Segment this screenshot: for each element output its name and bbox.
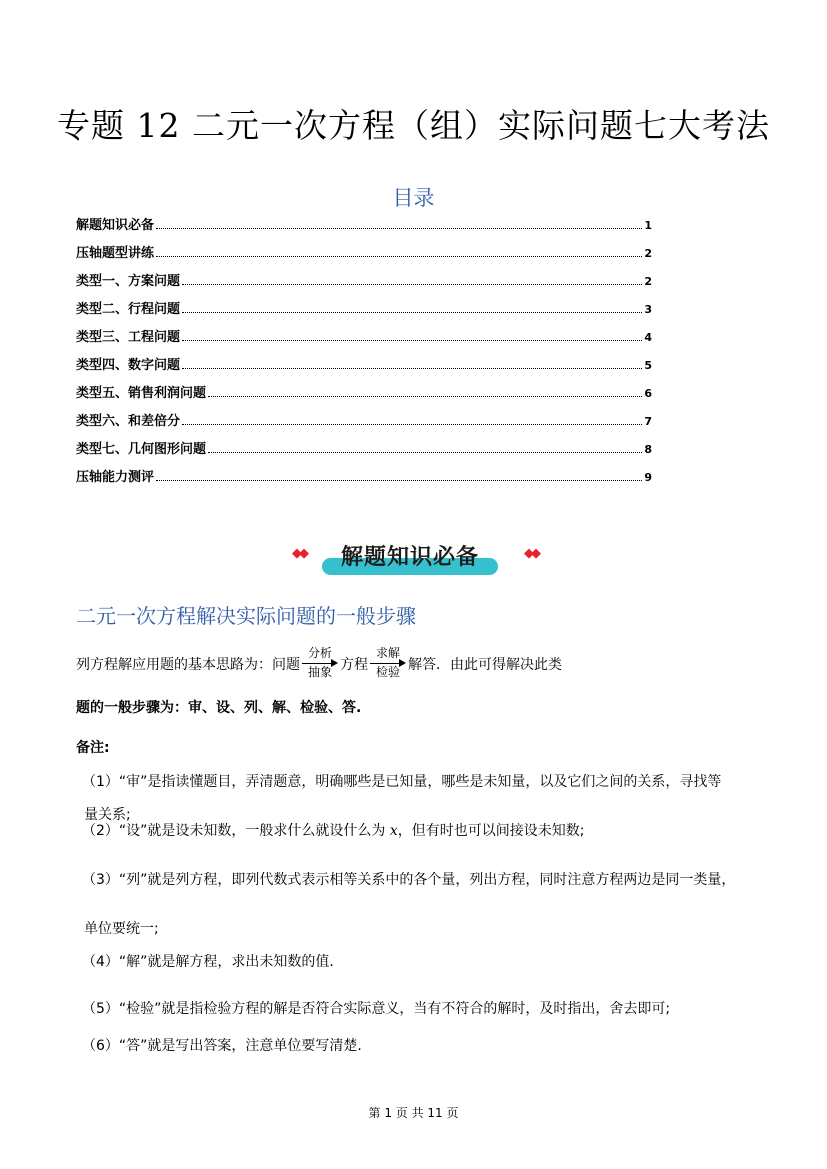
note-text: （2）“设”就是设未知数，一般求什么就设什么为	[82, 823, 390, 839]
toc-entry[interactable]	[76, 352, 652, 380]
arrow-top-label: 求解	[375, 646, 400, 660]
toc-entry[interactable]	[76, 464, 652, 492]
toc-entry-label: 类型二、行程问题	[76, 302, 181, 317]
toc-entry[interactable]	[76, 436, 652, 464]
toc-entry-page: 2	[644, 275, 652, 288]
section-heading: 二元一次方程解决实际问题的一般步骤	[76, 604, 416, 628]
document-title: 专题 12 二元一次方程（组）实际问题七大考法	[57, 106, 770, 145]
toc-entry-label: 类型七、几何图形问题	[76, 442, 207, 457]
toc-leader-dots	[182, 340, 642, 341]
diamond-icon: ◆◆	[524, 546, 538, 561]
toc-entry[interactable]	[76, 324, 652, 352]
toc-entry-label: 压轴题型讲练	[76, 246, 155, 261]
toc-entry[interactable]	[76, 408, 652, 436]
note-item: （4）“解”就是解方程，求出未知数的值.	[82, 954, 334, 970]
note-text: （3）“列”就是列方程，即列代数式表示相等关系中的各个量，列出方程，同时注意方程两边是同一类量，	[82, 872, 736, 888]
arrow-shaft	[302, 663, 334, 664]
variable-x: x	[389, 823, 398, 839]
toc-entry-label: 类型六、和差倍分	[76, 414, 181, 429]
toc-leader-dots	[182, 312, 642, 313]
toc-entry[interactable]	[76, 240, 652, 268]
toc-entry-label: 类型一、方案问题	[76, 274, 181, 289]
steps-line: 题的一般步骤为：审、设、列、解、检验、答.	[76, 700, 362, 716]
toc-leader-dots	[208, 452, 642, 453]
flow-suffix: 解答．由此可得解决此类	[408, 657, 562, 673]
toc-entry[interactable]	[76, 296, 652, 324]
toc-leader-dots	[156, 480, 642, 481]
arrow-shaft	[370, 663, 402, 664]
toc-entry-label: 类型三、工程问题	[76, 330, 181, 345]
page-footer: 第 1 页 共 11 页	[368, 1106, 459, 1120]
diamond-icon: ◆◆	[292, 546, 306, 561]
toc-entry-label: 压轴能力测评	[76, 470, 155, 485]
note-text: （1）“审”是指读懂题目，弄清题意，明确哪些是已知量，哪些是未知量，以及它们之间的关系，寻找等	[82, 774, 722, 790]
arrow-bottom-label: 抽象	[307, 665, 332, 679]
toc-leader-dots	[156, 256, 642, 257]
toc-entry-page: 8	[644, 443, 652, 456]
toc-entry-page: 5	[644, 359, 652, 372]
toc-entry-label: 类型四、数字问题	[76, 358, 181, 373]
flow-middle: 方程	[340, 657, 368, 673]
note-text: 量关系;	[84, 807, 131, 823]
toc-entry-page: 3	[644, 303, 652, 316]
toc-entry-page: 9	[644, 471, 652, 484]
table-of-contents	[76, 212, 652, 492]
note-title: 备注:	[76, 740, 110, 756]
section-banner	[292, 538, 538, 580]
arrow-right-icon	[302, 646, 338, 682]
note-item	[82, 864, 756, 946]
toc-leader-dots	[208, 396, 642, 397]
toc-entry[interactable]	[76, 380, 652, 408]
arrow-bottom-label: 检验	[375, 665, 400, 679]
flow-prefix: 列方程解应用题的基本思路为：问题	[76, 657, 300, 673]
toc-leader-dots	[156, 228, 642, 229]
banner-label: 解题知识必备	[340, 545, 479, 570]
toc-leader-dots	[182, 284, 642, 285]
note-text: 单位要统一;	[84, 921, 159, 937]
toc-leader-dots	[182, 424, 642, 425]
toc-entry-page: 2	[644, 247, 652, 260]
toc-entry-page: 6	[644, 387, 652, 400]
solution-flow	[76, 646, 562, 682]
toc-entry-page: 4	[644, 331, 652, 344]
toc-entry-page: 7	[644, 415, 652, 428]
note-item: （6）“答”就是写出答案，注意单位要写清楚.	[82, 1038, 362, 1054]
toc-entry-label: 类型五、销售利润问题	[76, 386, 207, 401]
note-item: （5）“检验”就是指检验方程的解是否符合实际意义，当有不符合的解时，及时指出，舍去即可;	[82, 1001, 671, 1017]
toc-heading: 目录	[392, 186, 435, 210]
arrow-top-label: 分析	[307, 646, 332, 660]
toc-entry[interactable]	[76, 212, 652, 240]
toc-leader-dots	[182, 368, 642, 369]
toc-entry[interactable]	[76, 268, 652, 296]
toc-entry-page: 1	[644, 219, 652, 232]
arrow-right-icon	[370, 646, 406, 682]
note-text: ，但有时也可以间接设未知数;	[397, 823, 585, 839]
toc-entry-label: 解题知识必备	[76, 218, 155, 233]
note-item	[82, 815, 756, 848]
